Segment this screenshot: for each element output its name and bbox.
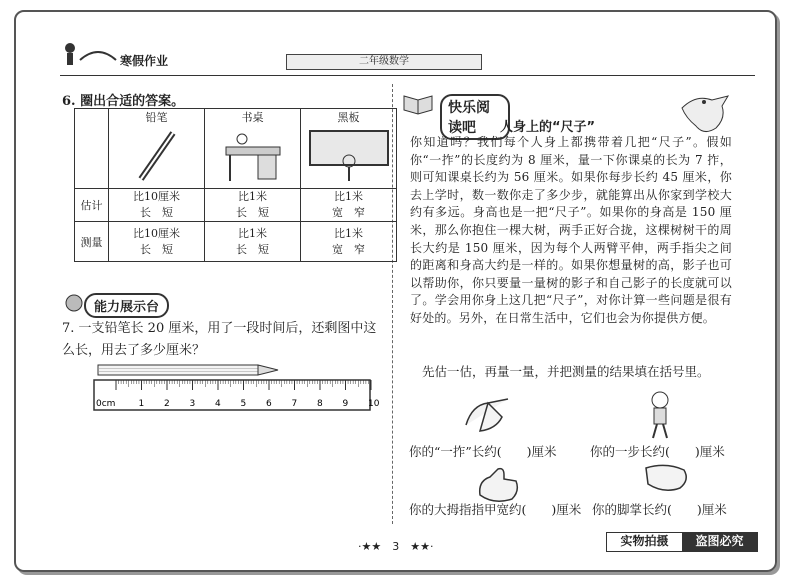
- option-text: 比1米: [334, 190, 363, 203]
- ruler-tick-label: 8: [317, 399, 323, 409]
- reading-badge: [400, 92, 510, 136]
- ruler-tick-label: 2: [164, 399, 170, 409]
- ruler-tick-label: 10: [368, 399, 380, 409]
- step-length-blank[interactable]: 你的一步长约( )厘米: [590, 444, 725, 459]
- foot-icon: [640, 458, 692, 498]
- blackboard-icon: [304, 125, 394, 185]
- ruler-tick-label: 4: [215, 399, 221, 409]
- choice-long-short[interactable]: 长 短: [140, 242, 173, 256]
- mascot-icon: [64, 293, 84, 313]
- section-badge: [64, 291, 176, 313]
- question-7-text: 7. 一支铅笔长 20 厘米，用了一段时间后，还剩图中这么长，用去了多少厘米？: [62, 321, 377, 358]
- choice-wide-narrow[interactable]: 宽 窄: [332, 242, 365, 256]
- table-corner: [75, 109, 109, 189]
- brand-title: 寒假作业: [120, 54, 169, 68]
- stamp-left: 实物拍摄: [620, 534, 669, 548]
- watermark-stamp: [606, 532, 758, 552]
- hand-span-icon: [462, 395, 512, 437]
- reading-instruction: 先估一估，再量一量，并把测量的结果填在括号里。: [422, 364, 710, 379]
- section-badge-label: 能力展示台: [84, 293, 169, 318]
- reading-title: 人身上的“尺子”: [500, 120, 596, 135]
- col-header-label: 黑板: [337, 111, 360, 124]
- header: [58, 40, 758, 70]
- thumb-icon: [474, 465, 522, 505]
- question-6-title: 6. 圈出合适的答案。: [62, 94, 185, 109]
- crocodile-icon: [676, 88, 732, 138]
- pencil-icon: [98, 365, 278, 375]
- desk-icon: [218, 125, 288, 185]
- book-icon: [400, 92, 436, 114]
- col-header-label: 铅笔: [145, 111, 168, 124]
- reading-body: 你知道吗？我们每个人身上都携带着几把“尺子”。假如你“一拃”的长度约为 8 厘米，量一下你课桌的长为 7 拃，则可知课桌长约为 56 厘米。如果你每步长约 45 厘米，你去上学时，数一数你走了多少步，就能算出从你家到学校大约有多远。身高也是一把“尺子”。如果你的身高是 150 厘米，那么你抱住一棵大树，两手正好合拢，这棵树树干的周长大约是 150 厘米，因为每个人两臂平伸，两手指尖之间的距离和身高大约是一样的。如果你想量树的高，影子也可以帮助你，你只要量一量树的影子和自己影子的长度就可以了。学会用你身上这几把“尺子”，对你计算一些问题是很有好处的。另外，在日常生活中，它们也会为你提供方便。: [410, 135, 732, 325]
- ruler-tick-label: 6: [266, 399, 272, 409]
- grade-label: 二年级数学: [286, 54, 482, 70]
- pencil-icon: [127, 125, 187, 185]
- ruler-tick-label: 3: [189, 399, 196, 409]
- ruler-tick-label: 1: [138, 399, 145, 409]
- question-6-table: [74, 108, 397, 262]
- col-desk: [205, 109, 301, 189]
- choice-wide-narrow[interactable]: 宽 窄: [332, 206, 365, 219]
- choice-long-short[interactable]: 长 短: [236, 206, 269, 219]
- row-label: 测量: [75, 222, 109, 262]
- header-rule: [60, 75, 755, 76]
- option-text: 比1米: [334, 226, 363, 240]
- row-label: 估计: [75, 189, 109, 222]
- ruler-tick-label: 7: [291, 399, 298, 409]
- option-text: 比10厘米: [133, 226, 180, 240]
- choice-long-short[interactable]: 长 短: [236, 242, 269, 256]
- reading-badge-label: 快乐阅读吧: [440, 94, 510, 140]
- ruler-unit-label: 0cm: [96, 399, 116, 409]
- ruler-tick-label: 9: [342, 399, 349, 409]
- col-pencil: [109, 109, 205, 189]
- hand-span-blank[interactable]: 你的“一拃”长约( )厘米: [409, 444, 557, 459]
- page-number: ·★★ 3 ★★·: [358, 540, 434, 553]
- ruler-with-pencil: [94, 362, 380, 412]
- option-text: 比1米: [238, 226, 267, 240]
- stamp-right: 盗图必究: [682, 533, 757, 551]
- col-header-label: 书桌: [241, 111, 264, 124]
- thumbnail-width-blank[interactable]: 你的大拇指指甲宽约( )厘米: [409, 502, 582, 517]
- option-text: 比10厘米: [133, 190, 180, 203]
- foot-length-blank[interactable]: 你的脚掌长约( )厘米: [592, 502, 727, 517]
- option-text: 比1米: [238, 190, 267, 203]
- col-blackboard: [301, 109, 397, 189]
- ruler-tick-label: 5: [240, 399, 247, 409]
- choice-long-short[interactable]: 长 短: [140, 206, 173, 219]
- child-walking-icon: [645, 390, 675, 440]
